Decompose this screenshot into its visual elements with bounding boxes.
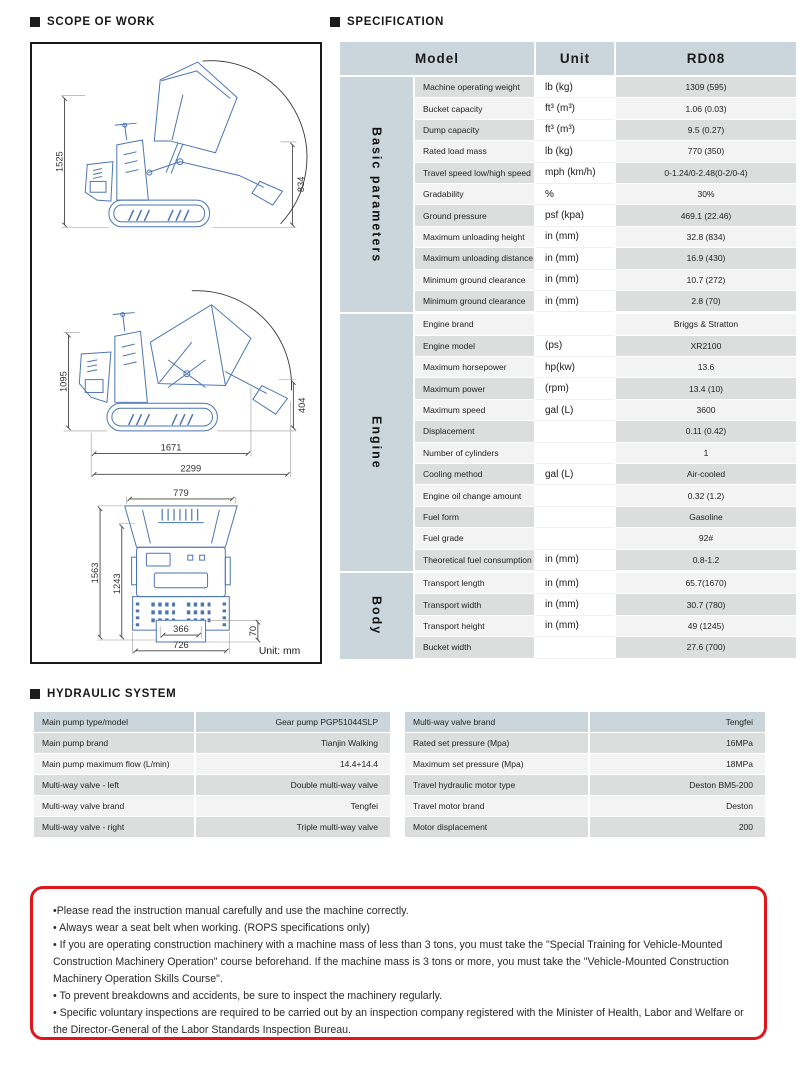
safety-notice-box <box>30 886 767 1040</box>
safety-notice-line: • Always wear a seat belt when working. (ROPS specifications only) <box>53 922 370 934</box>
hydraulic-row-value: Gear pump PGP51044SLP <box>275 717 378 727</box>
spec-section-category-label: Engine <box>340 314 415 571</box>
spec-row <box>415 616 796 637</box>
hydraulic-row <box>34 796 390 817</box>
spec-col-header-unit: Unit <box>536 42 616 75</box>
hydraulic-row <box>34 754 390 775</box>
spec-row-label: Rated load mass <box>415 141 536 162</box>
spec-row-label: Maximum power <box>415 378 536 399</box>
spec-row-unit: psf (kpa) <box>536 205 616 226</box>
hydraulic-row <box>34 817 390 838</box>
spec-row-unit: hp(kw) <box>536 357 616 378</box>
hydraulic-row-label: Travel motor brand <box>405 796 590 816</box>
spec-row <box>415 314 796 335</box>
dim-clearance-label: 404 <box>297 397 308 414</box>
spec-row-value: 49 (1245) <box>616 616 796 637</box>
hydraulic-row-label: Main pump brand <box>34 733 196 753</box>
specification-header <box>330 16 444 28</box>
spec-row-unit: gal (L) <box>536 464 616 485</box>
drawing-rear-view <box>90 488 300 657</box>
hydraulic-row-value: 200 <box>738 822 753 832</box>
spec-row-value: 1 <box>616 443 796 464</box>
spec-row-label: Travel speed low/high speed <box>415 163 536 184</box>
spec-row-value: 92# <box>616 528 796 549</box>
spec-row-value: 469.1 (22.46) <box>616 205 796 226</box>
spec-row-unit <box>536 485 616 506</box>
spec-row-value: 9.5 (0.27) <box>616 120 796 141</box>
spec-row-value: 0.8-1.2 <box>616 550 796 571</box>
spec-row <box>415 98 796 119</box>
spec-row-label: Engine brand <box>415 314 536 335</box>
dim-dump-height-label: 834 <box>296 176 307 193</box>
section-marker-square-icon <box>330 17 340 27</box>
spec-section <box>340 314 796 571</box>
section-marker-square-icon <box>30 689 40 699</box>
drawing-side-view-travel <box>59 291 308 478</box>
spec-row-value: 16.9 (430) <box>616 248 796 269</box>
spec-row-unit: lb (kg) <box>536 141 616 162</box>
spec-row-unit: mph (km/h) <box>536 163 616 184</box>
spec-row <box>415 507 796 528</box>
hydraulic-row-value: Tianjin Walking <box>320 738 378 748</box>
spec-row <box>415 357 796 378</box>
safety-notice-line: • To prevent breakdowns and accidents, be sure to inspect the machinery regularly. <box>53 990 443 1002</box>
dim-machine-height-label: 1095 <box>58 371 69 393</box>
spec-row-value: 0.11 (0.42) <box>616 421 796 442</box>
spec-row-value: 27.6 (700) <box>616 637 796 658</box>
spec-row-value: 1.06 (0.03) <box>616 98 796 119</box>
specification-table <box>340 42 796 659</box>
spec-row-label: Number of cylinders <box>415 443 536 464</box>
spec-section-category-label: Basic parameters <box>340 77 415 312</box>
hydraulic-row-label: Multi-way valve - left <box>34 775 196 795</box>
spec-row-unit: in (mm) <box>536 573 616 594</box>
spec-row-value: 13.6 <box>616 357 796 378</box>
hydraulic-row-label: Maximum set pressure (Mpa) <box>405 754 590 774</box>
spec-row <box>415 336 796 357</box>
spec-row-label: Maximum horsepower <box>415 357 536 378</box>
spec-section <box>340 573 796 659</box>
safety-notice-line: • If you are operating construction machinery with a machine mass of less than 3 tons, you must take the "Special Training for Vehicle-Mounted Construction Machinery Operation" course beforehand. If the machine mass is 3 tons or more, you must take the "Vehicle-Mounted Construction Machinery Operation Skills Course". <box>53 939 729 985</box>
hydraulic-row <box>34 712 390 733</box>
dim-outer-height-label: 1563 <box>90 562 101 584</box>
spec-row-unit: in (mm) <box>536 291 616 312</box>
hydraulic-table-right <box>405 712 765 838</box>
spec-row-label: Machine operating weight <box>415 77 536 98</box>
spec-row <box>415 270 796 291</box>
hydraulic-row <box>405 754 765 775</box>
section-marker-square-icon <box>30 17 40 27</box>
spec-row-label: Fuel form <box>415 507 536 528</box>
spec-row-label: Engine model <box>415 336 536 357</box>
spec-row <box>415 528 796 549</box>
spec-row-unit: in (mm) <box>536 227 616 248</box>
spec-section-rows <box>415 573 796 659</box>
spec-row-unit: % <box>536 184 616 205</box>
hydraulic-row-value: Tengfei <box>725 717 753 727</box>
spec-row-value: 32.8 (834) <box>616 227 796 248</box>
scope-of-work-header <box>30 16 155 28</box>
drawing-side-view-dump <box>55 61 307 228</box>
hydraulic-row-value: 18MPa <box>726 759 753 769</box>
spec-row-value: 30% <box>616 184 796 205</box>
spec-row <box>415 573 796 594</box>
spec-row <box>415 184 796 205</box>
spec-row <box>415 120 796 141</box>
spec-row-unit: in (mm) <box>536 594 616 615</box>
spec-row <box>415 637 796 658</box>
hydraulic-row-value: 16MPa <box>726 738 753 748</box>
spec-row-unit: lb (kg) <box>536 77 616 98</box>
spec-col-header-model: Model <box>340 42 536 75</box>
spec-row-unit: ft³ (m³) <box>536 120 616 141</box>
spec-row-unit: gal (L) <box>536 400 616 421</box>
spec-row-value: 3600 <box>616 400 796 421</box>
spec-row-unit: in (mm) <box>536 550 616 571</box>
spec-col-header-rd08: RD08 <box>616 42 796 75</box>
spec-row-label: Maximum unloading distance <box>415 248 536 269</box>
hydraulic-row-value: Deston <box>726 801 753 811</box>
hydraulic-row-value: Tengfei <box>350 801 378 811</box>
spec-row-unit <box>536 637 616 658</box>
spec-row-unit <box>536 528 616 549</box>
spec-row-label: Engine oil change amount <box>415 485 536 506</box>
hydraulic-row <box>405 712 765 733</box>
spec-row-label: Maximum speed <box>415 400 536 421</box>
spec-row <box>415 550 796 571</box>
spec-row-value: 65.7(1670) <box>616 573 796 594</box>
spec-row-label: Transport height <box>415 616 536 637</box>
spec-row-value: 770 (350) <box>616 141 796 162</box>
spec-row-value: Air-cooled <box>616 464 796 485</box>
spec-row-unit: in (mm) <box>536 616 616 637</box>
spec-row <box>415 421 796 442</box>
spec-row-value: 1309 (595) <box>616 77 796 98</box>
spec-row <box>415 594 796 615</box>
hydraulic-row-label: Motor displacement <box>405 817 590 837</box>
spec-row-label: Maximum unloading height <box>415 227 536 248</box>
spec-row <box>415 77 796 98</box>
spec-row-unit <box>536 443 616 464</box>
spec-row <box>415 400 796 421</box>
hydraulic-row <box>405 733 765 754</box>
hydraulic-row <box>405 817 765 838</box>
scope-of-work-drawing-box <box>30 42 322 664</box>
unit-note: Unit: mm <box>258 645 301 657</box>
spec-section <box>340 77 796 312</box>
hydraulic-row-label: Multi-way valve brand <box>405 712 590 732</box>
spec-row-label: Transport width <box>415 594 536 615</box>
hydraulic-row-label: Multi-way valve - right <box>34 817 196 837</box>
spec-section-category-label: Body <box>340 573 415 659</box>
dim-inner-width-label: 366 <box>173 624 189 635</box>
dump-range-arc <box>203 61 307 224</box>
spec-row-label: Minimum ground clearance <box>415 291 536 312</box>
safety-notice-line: •Please read the instruction manual carefully and use the machine correctly. <box>53 905 409 917</box>
dim-hopper-width-label: 779 <box>173 488 189 499</box>
spec-row <box>415 205 796 226</box>
spec-section-rows <box>415 77 796 312</box>
hydraulic-row-value: Triple multi-way valve <box>296 822 378 832</box>
hydraulic-row-label: Main pump maximum flow (L/min) <box>34 754 196 774</box>
scope-of-work-title: SCOPE OF WORK <box>47 16 156 28</box>
spec-row-value: 30.7 (780) <box>616 594 796 615</box>
spec-row-unit: in (mm) <box>536 270 616 291</box>
spec-row <box>415 248 796 269</box>
machine-dimension-drawing <box>32 44 320 662</box>
hydraulic-row-label: Rated set pressure (Mpa) <box>405 733 590 753</box>
spec-row-label: Theoretical fuel consumption <box>415 550 536 571</box>
spec-row-label: Gradability <box>415 184 536 205</box>
hydraulic-table-left <box>34 712 390 838</box>
hydraulic-row-label: Travel hydraulic motor type <box>405 775 590 795</box>
spec-row-value: 13.4 (10) <box>616 378 796 399</box>
dim-overall-length-label: 2299 <box>180 463 202 474</box>
spec-row <box>415 141 796 162</box>
dim-step-height-label: 70 <box>247 625 258 637</box>
dim-overall-height-label: 1525 <box>54 151 65 173</box>
safety-notice-line: • Specific voluntary inspections are required to be carried out by an inspection company registered with the Minister of Health, Labor and Welfare or the Director-General of the Labor Standards Inspection Bureau. <box>53 1007 744 1036</box>
hydraulic-system-header <box>30 688 176 700</box>
spec-row-unit: (ps) <box>536 336 616 357</box>
spec-row-label: Displacement <box>415 421 536 442</box>
spec-row <box>415 227 796 248</box>
spec-row-value: Gasoline <box>616 507 796 528</box>
hydraulic-row <box>405 775 765 796</box>
spec-row-label: Transport length <box>415 573 536 594</box>
spec-section-rows <box>415 314 796 571</box>
spec-row-unit <box>536 507 616 528</box>
specification-title: SPECIFICATION <box>347 16 445 28</box>
spec-row <box>415 485 796 506</box>
travel-range-arc <box>192 291 292 391</box>
spec-row-label: Minimum ground clearance <box>415 270 536 291</box>
hydraulic-system-title: HYDRAULIC SYSTEM <box>47 688 177 700</box>
spec-row-unit: (rpm) <box>536 378 616 399</box>
spec-row-value: 0-1.24/0-2.48(0-2/0-4) <box>616 163 796 184</box>
spec-table-header-row <box>340 42 796 75</box>
dim-outer-width-label: 726 <box>173 639 189 650</box>
dim-body-length-label: 1671 <box>160 442 182 453</box>
spec-row-label: Cooling method <box>415 464 536 485</box>
spec-row-unit: in (mm) <box>536 248 616 269</box>
hydraulic-row <box>34 775 390 796</box>
spec-row-value: 0.32 (1.2) <box>616 485 796 506</box>
spec-row-label: Bucket width <box>415 637 536 658</box>
spec-row-value: Briggs & Stratton <box>616 314 796 335</box>
spec-row <box>415 291 796 312</box>
spec-row <box>415 378 796 399</box>
spec-row <box>415 443 796 464</box>
dim-inner-height-label: 1243 <box>111 573 122 595</box>
hydraulic-row-value: 14.4+14.4 <box>339 759 378 769</box>
spec-row-unit <box>536 314 616 335</box>
spec-table-body <box>340 77 796 659</box>
hydraulic-row <box>34 733 390 754</box>
spec-row-label: Ground pressure <box>415 205 536 226</box>
hydraulic-row-label: Multi-way valve brand <box>34 796 196 816</box>
spec-row-value: XR2100 <box>616 336 796 357</box>
spec-row-unit <box>536 421 616 442</box>
hydraulic-row <box>405 796 765 817</box>
spec-row-unit: ft³ (m³) <box>536 98 616 119</box>
spec-row <box>415 464 796 485</box>
spec-row <box>415 163 796 184</box>
hydraulic-row-value: Double multi-way valve <box>290 780 378 790</box>
spec-row-label: Dump capacity <box>415 120 536 141</box>
spec-row-label: Fuel grade <box>415 528 536 549</box>
hydraulic-row-label: Main pump type/model <box>34 712 196 732</box>
spec-row-value: 10.7 (272) <box>616 270 796 291</box>
hydraulic-row-value: Deston BM5-200 <box>689 780 753 790</box>
spec-row-value: 2.8 (70) <box>616 291 796 312</box>
spec-row-label: Bucket capacity <box>415 98 536 119</box>
